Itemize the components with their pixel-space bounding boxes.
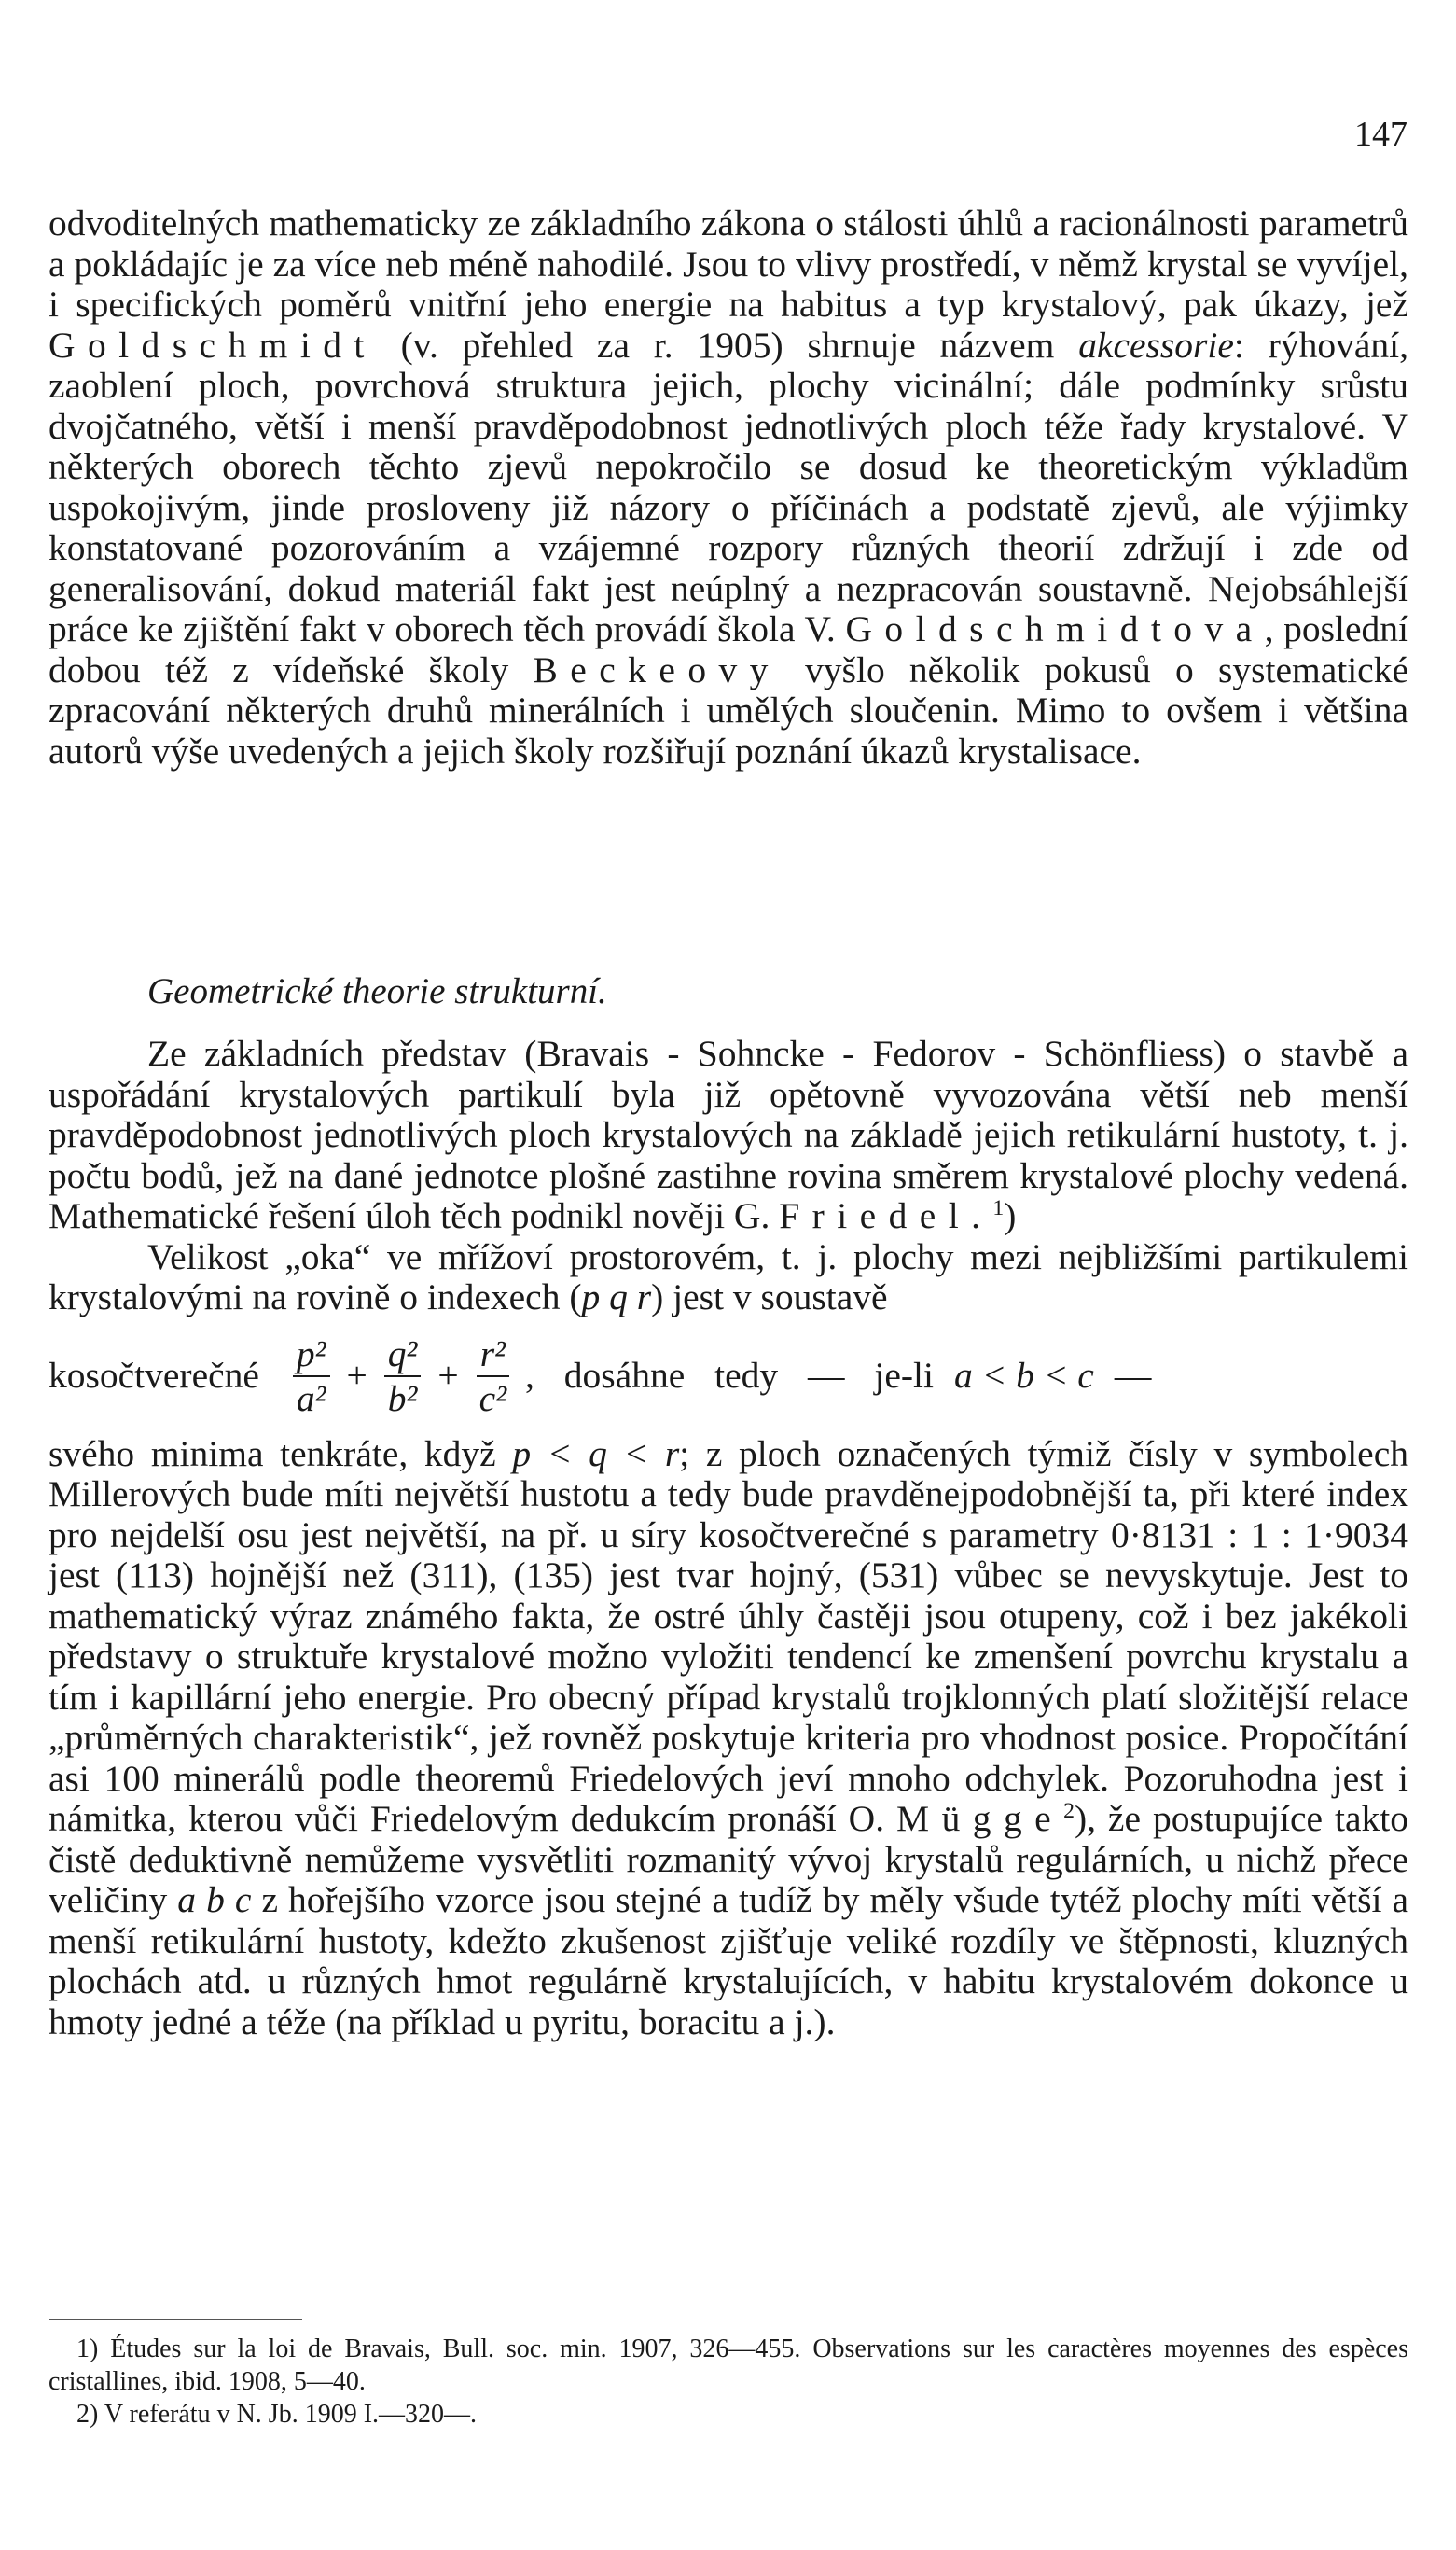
formula-condition: a < b < c [953,1354,1094,1396]
fraction-p [293,1332,330,1420]
text-run: odvoditelných mathematicky ze základního zákona o stálosti úhlů a racionálnosti parametrů a pokládajíc je za více neb méně nahodilé. Jsou to vlivy prostředí, v němž krystal se vyvíjel, i specifických poměrů vnitřní jeho energie na habitus a typ krystalový, pak úkazy, jež [49,202,1408,325]
author-name: Beckeovy [533,648,781,690]
main-text [49,1034,1408,2042]
footnote-1 [49,2333,1408,2398]
formula-dash: — [1114,1354,1152,1396]
text-run: Ze základních představ (Bravais - Sohncke - Fedorov - Schönfliess) o stavbě a uspořádání krystalových partikulí byla již opětovně vyvozována větší neb menší pravděpodobnost jednotlivých ploch krystalových na základě jejich retikulární hustoty, t. j. počtu bodů, jež na dané jednotce plošné zastihne rovina směrem krystalové plochy vedená. Mathematické řešení úloh těch podnikl nověji G. [49,1033,1408,1236]
text-run: (v. přehled za r. 1905) shrnuje názvem [376,324,1079,366]
footnote-marker: 1 [992,1195,1005,1220]
text-run: vyšlo několik pokusů o systematické zpracování některých druhů minerálních i umělých sloučenin. Mimo to ovšem i většina autorů výše uvedených a jejich školy rozšiřují poznání úkazů krystalisace. [49,648,1408,772]
fraction-numerator: r² [477,1332,509,1377]
footnote-marker: 2 [1063,1798,1075,1823]
author-name: Goldschmidtova [845,608,1265,649]
plus-sign: + [437,1354,459,1396]
fraction-r [476,1332,510,1420]
footnote-text: Études sur la loi de Bravais, Bull. soc. min. 1907, 326—455. Observations sur les caractères moyennes des espèces cristallines, ibid. 1908, 5—40. [49,2334,1409,2396]
formula-line [49,1318,1408,1434]
text-run: svého minima tenkráte, když [49,1432,513,1474]
footnote-mark: 2) [76,2400,99,2429]
paragraph-structural-ideas [49,1034,1408,1237]
inequality: p < q < r [512,1432,680,1474]
fraction-numerator: q² [384,1332,422,1377]
author-name: Friedel. [779,1195,993,1236]
fraction-denominator: c² [478,1377,507,1419]
formula-text: , dosáhne tedy — je-li [525,1354,934,1396]
term-emphasis: akcessorie [1078,324,1234,366]
footnote-text: V referátu v N. Jb. 1909 I.—320—. [104,2400,478,2429]
text-run: ) jest v soustavě [651,1276,888,1317]
author-name: Mügge [896,1798,1064,1839]
page-number: 147 [1354,115,1407,154]
fraction-numerator: p² [293,1332,330,1377]
text-run: z hořejšího vzorce jsou stejné a tudíž by měly všude tytéž plochy míti větší a menší retikulární hustoty, kdežto zkušenost zjišťuje veliké rozdíly ve štěpnosti, kluzných plochách atd. u různých hmot regulárně krystalujících, v habitu krystalovém dokonce u hmoty jedné a téže (na příklad u pyritu, boracitu a j.). [49,1879,1408,2042]
footnotes [49,2333,1408,2431]
footnote-mark: 1) [76,2334,99,2363]
text-run: ), že postupujíce takto čistě deduktivně nemůžeme vysvětliti rozmanitý vývoj krystalů regulárních, u nichž přece veličiny [49,1798,1408,1920]
text-run: Velikost „oka“ ve mřížoví prostorovém, t. j. plochy mezi nejbližšími partikulemi krystalovými na rovině o indexech ( [49,1235,1408,1317]
fraction-denominator: a² [296,1377,326,1419]
paragraph-mesh-size [49,1237,1408,1318]
footnote-divider [49,2319,302,2320]
text-run: ) [1004,1195,1017,1236]
footnote-2 [49,2398,1408,2431]
paragraph-minimum [49,1434,1408,2043]
index-symbols: p q r [581,1276,652,1317]
formula-prefix: kosočtverečné [49,1354,259,1396]
intro-paragraph [49,203,1408,772]
plus-sign: + [346,1354,367,1396]
text-run: ; z ploch označených týmiž čísly v symbolech Millerových bude míti největší hustotu a tedy bude pravděnejpodobnější ta, při které index pro nejdelší osu jest největší, na př. u síry kosočtverečné s parametry 0·8131 : 1 : 1·9034 jest (113) hojnější než (311), (135) jest tvar hojný, (531) vůbec se nevyskytuje. Jest to mathematický výraz známého fakta, že ostré úhly častěji jsou otupeny, což i bez jakékoli představy o struktuře krystalové možno vyložiti tendencí ke zmenšení povrchu krystalu a tím i kapillární jeho energie. Pro obecný případ krystalů trojklonných platí složitější relace „průměrných charakteristik“, jež rovněž poskytuje kriteria pro vhodnost posice. Propočítání asi 100 minerálů podle theoremů Friedelových jeví mnoho odchylek. Pozoruhodna jest i námitka, kterou vůči Friedelovým dedukcím pronáší O. [49,1432,1408,1839]
variables: a b c [177,1879,252,1920]
fraction-denominator: b² [387,1377,418,1419]
text-run: , poslední dobou též z vídeňské školy [49,608,1408,690]
text-run: : rýhování, zaoblení ploch, povrchová struktura jejich, plochy vicinální; dále podmínky srůstu dvojčatného, větší i menší pravděpodobnost jednotlivých ploch téže řady krystalové. V některých oborech těchto zjevů nepokročilo se dosud ke theoretickým výkladům uspokojivým, jinde prosloveny již názory o příčinách a podstatě zjevů, ale výjimky konstatované pozorováním a vzájemné rozpory různých theorií zdržují i zde od generalisování, dokud materiál fakt jest neúplný a nezpracován soustavně. Nejobsáhlejší práce ke zjištění fakt v oborech těch provádí škola V. [49,324,1409,649]
author-name: Goldschmidt [49,324,377,366]
section-heading: Geometrické theorie strukturní. [147,971,607,1011]
fraction-q [384,1332,422,1420]
